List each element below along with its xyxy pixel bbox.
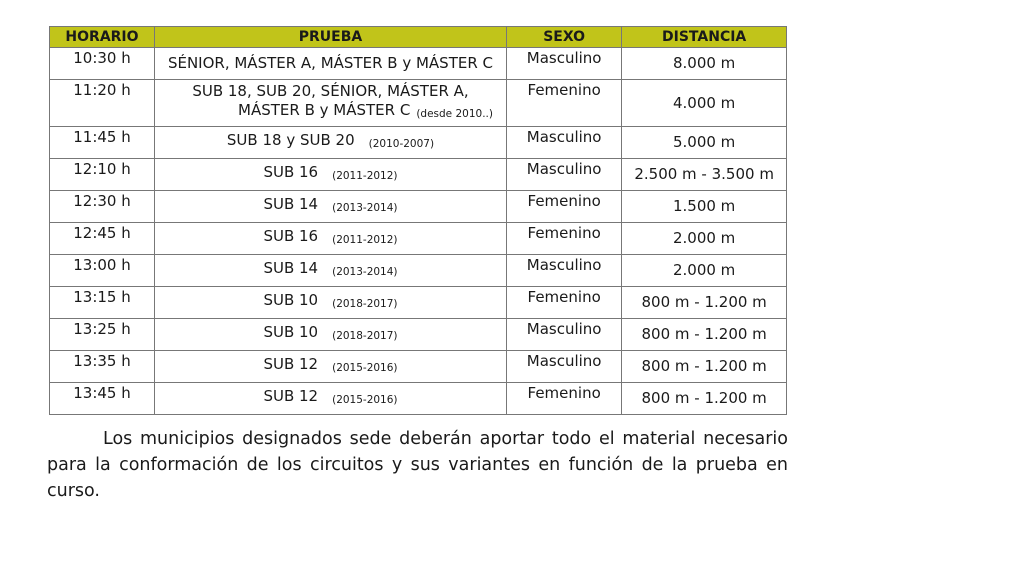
cell-test <box>154 319 506 351</box>
cell-test <box>154 80 506 127</box>
cell-time: 11:45 h <box>50 127 155 159</box>
birth-years: (2018-2017) <box>332 330 398 342</box>
cell-distance: 2.000 m <box>622 255 787 287</box>
cell-test <box>154 159 506 191</box>
schedule-table <box>49 26 787 415</box>
birth-years: (2011-2012) <box>332 170 398 182</box>
birth-years: (2013-2014) <box>332 202 398 214</box>
cell-time: 12:10 h <box>50 159 155 191</box>
cell-sex: Masculino <box>507 351 622 383</box>
cell-time: 13:15 h <box>50 287 155 319</box>
header-time: HORARIO <box>50 27 155 48</box>
test-name: SUB 12 <box>263 387 319 405</box>
cell-distance: 2.500 m - 3.500 m <box>622 159 787 191</box>
birth-years: (2013-2014) <box>332 266 398 278</box>
header-test: PRUEBA <box>154 27 506 48</box>
cell-time: 12:30 h <box>50 191 155 223</box>
test-name: SUB 18 y SUB 20 <box>226 131 355 149</box>
cell-distance: 2.000 m <box>622 223 787 255</box>
test-name-line2 <box>159 101 502 124</box>
birth-years: (2015-2016) <box>332 394 398 406</box>
cell-distance: 800 m - 1.200 m <box>622 287 787 319</box>
test-name-line1: SUB 18, SUB 20, SÉNIOR, MÁSTER A, <box>192 82 469 100</box>
test-name: SUB 12 <box>263 355 319 373</box>
birth-years: (2010-2007) <box>368 138 435 150</box>
cell-sex: Masculino <box>507 159 622 191</box>
test-name: MÁSTER B y MÁSTER C <box>238 101 411 119</box>
table-row <box>50 223 787 255</box>
cell-sex: Masculino <box>507 48 622 80</box>
cell-test <box>154 255 506 287</box>
cell-time: 13:35 h <box>50 351 155 383</box>
table-row <box>50 48 787 80</box>
cell-sex: Masculino <box>507 127 622 159</box>
table-row <box>50 351 787 383</box>
cell-time: 12:45 h <box>50 223 155 255</box>
test-name: SUB 10 <box>263 291 319 309</box>
cell-test <box>154 127 506 159</box>
cell-test <box>154 223 506 255</box>
birth-years: (2018-2017) <box>332 298 398 310</box>
birth-years: (2011-2012) <box>332 234 398 246</box>
test-name: SÉNIOR, MÁSTER A, MÁSTER B y MÁSTER C <box>167 54 494 72</box>
header-distance: DISTANCIA <box>622 27 787 48</box>
cell-time: 11:20 h <box>50 80 155 127</box>
test-name: SUB 16 <box>263 163 319 181</box>
cell-test <box>154 48 506 80</box>
cell-distance: 800 m - 1.200 m <box>622 319 787 351</box>
cell-test <box>154 287 506 319</box>
header-sex: SEXO <box>507 27 622 48</box>
table-row <box>50 383 787 415</box>
table-row <box>50 319 787 351</box>
table-body <box>50 48 787 415</box>
cell-distance: 8.000 m <box>622 48 787 80</box>
birth-years: (2015-2016) <box>332 362 398 374</box>
table-row <box>50 255 787 287</box>
cell-distance: 4.000 m <box>622 80 787 127</box>
cell-distance: 5.000 m <box>622 127 787 159</box>
note-paragraph: Los municipios designados sede deberán aportar todo el material necesario para la conformación de los circuitos y sus variantes en función de la prueba en curso. <box>47 429 788 501</box>
cell-sex: Femenino <box>507 383 622 415</box>
cell-test <box>154 383 506 415</box>
cell-test <box>154 351 506 383</box>
cell-sex: Femenino <box>507 191 622 223</box>
birth-years: (desde 2010..) <box>416 108 493 120</box>
cell-time: 13:00 h <box>50 255 155 287</box>
table-row <box>50 287 787 319</box>
table-row <box>50 80 787 127</box>
cell-sex: Femenino <box>507 80 622 127</box>
cell-sex: Femenino <box>507 287 622 319</box>
cell-distance: 800 m - 1.200 m <box>622 383 787 415</box>
cell-distance: 800 m - 1.200 m <box>622 351 787 383</box>
cell-sex: Masculino <box>507 255 622 287</box>
cell-test <box>154 191 506 223</box>
table-row <box>50 159 787 191</box>
cell-time: 13:25 h <box>50 319 155 351</box>
test-name: SUB 14 <box>263 259 319 277</box>
test-name: SUB 14 <box>263 195 319 213</box>
table-row <box>50 127 787 159</box>
test-name: SUB 10 <box>263 323 319 341</box>
cell-sex: Masculino <box>507 319 622 351</box>
cell-time: 10:30 h <box>50 48 155 80</box>
test-name: SUB 16 <box>263 227 319 245</box>
cell-time: 13:45 h <box>50 383 155 415</box>
table-row <box>50 191 787 223</box>
cell-sex: Femenino <box>507 223 622 255</box>
cell-distance: 1.500 m <box>622 191 787 223</box>
table-header <box>50 27 787 48</box>
